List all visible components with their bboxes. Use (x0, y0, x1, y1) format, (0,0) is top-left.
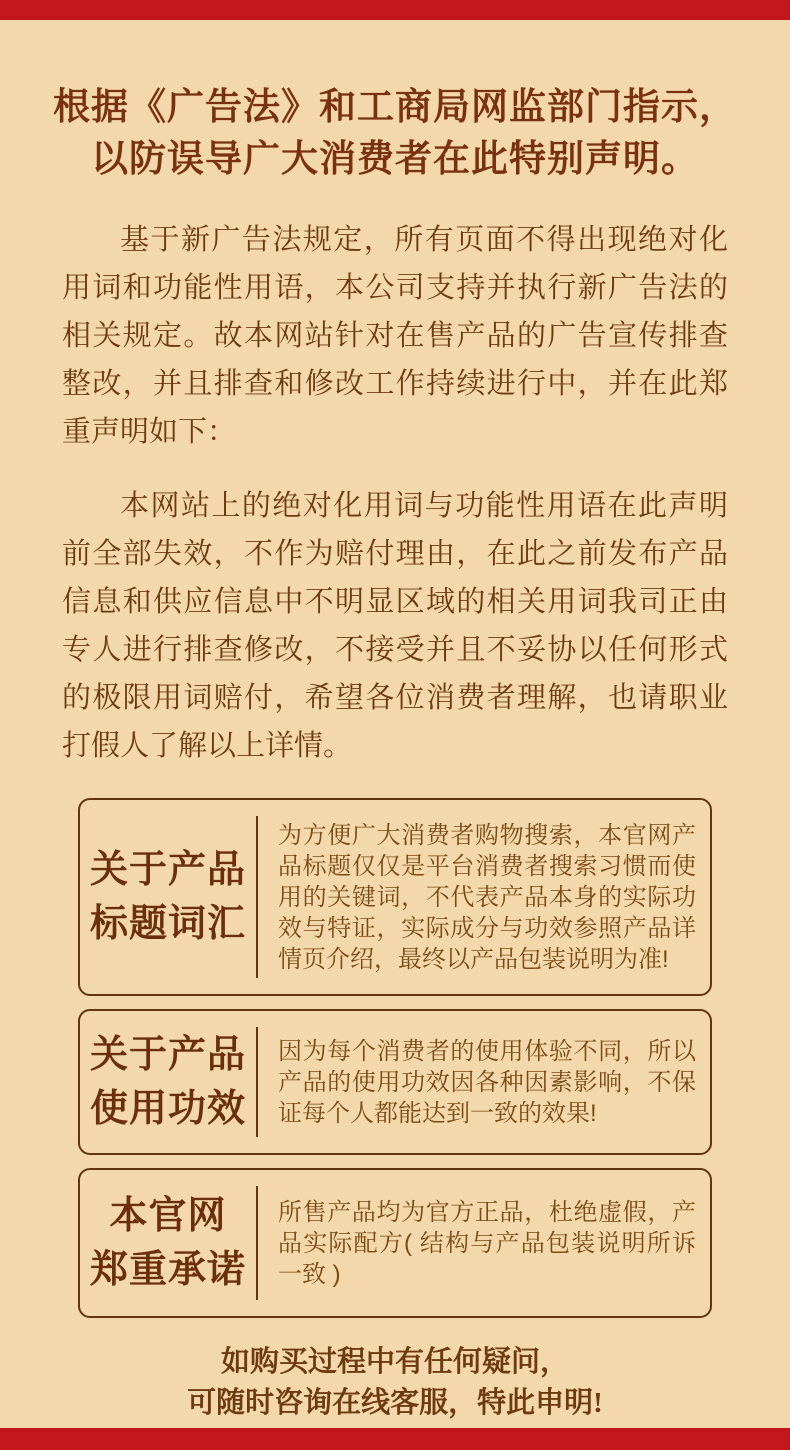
notice-box-heading-line1: 本官网 (109, 1195, 227, 1237)
statement-paragraphs (62, 216, 728, 770)
page-title (0, 0, 790, 186)
footer-note-line2: 可随时咨询在线客服，特此申明! (187, 1387, 603, 1419)
notice-box-heading-line2: 郑重承诺 (89, 1249, 246, 1291)
page-title-line2: 以防误导广大消费者在此特别声明。 (91, 139, 699, 180)
notice-box-heading-line1: 关于产品 (89, 1034, 246, 1076)
notice-box-list (78, 798, 712, 1318)
notice-box-official-promise (78, 1168, 712, 1318)
footer-note (0, 1342, 790, 1424)
notice-box-product-effect (78, 1009, 712, 1155)
notice-box-heading-line2: 标题词汇 (89, 903, 246, 945)
notice-box-body: 为方便广大消费者购物搜索，本官网产品标题仅仅是平台消费者搜索习惯而使用的关键词，不代表产品本身的实际功效与特证，实际成分与功效参照产品详情页介绍，最终以产品包装说明为准! (278, 821, 696, 973)
notice-box-heading-line1: 关于产品 (89, 849, 246, 891)
statement-paragraph-1: 基于新广告法规定，所有页面不得出现绝对化用词和功能性用语，本公司支持并执行新广告法的相关规定。故本网站针对在售产品的广告宣传排查整改，并且排查和修改工作持续进行中，并在此郑重声明如下： (62, 224, 728, 448)
notice-box-heading-line2: 使用功效 (89, 1088, 246, 1130)
statement-paragraph-2: 本网站上的绝对化用词与功能性用语在此声明前全部失效，不作为赔付理由，在此之前发布产品信息和供应信息中不明显区域的相关用词我司正由专人进行排查修改，不接受并且不妥协以任何形式的极限用词赔付，希望各位消费者理解，也请职业打假人了解以上详情。 (62, 490, 728, 762)
notice-box-heading (80, 1170, 256, 1316)
top-red-bar (0, 0, 790, 20)
footer-note-line1: 如购买过程中有任何疑问， (220, 1346, 569, 1378)
notice-box-body: 所售产品均为官方正品，杜绝虚假，产品实际配方( 结构与产品包装说明所诉一致 ) (278, 1198, 696, 1288)
notice-box-product-title (78, 798, 712, 996)
bottom-red-bar (0, 1428, 790, 1450)
notice-box-heading (80, 1011, 256, 1153)
page-title-line1: 根据《广告法》和工商局网监部门指示， (53, 87, 737, 128)
notice-box-body: 因为每个消费者的使用体验不同，所以产品的使用功效因各种因素影响，不保证每个人都能达到一致的效果! (278, 1037, 696, 1127)
notice-box-heading (80, 800, 256, 994)
